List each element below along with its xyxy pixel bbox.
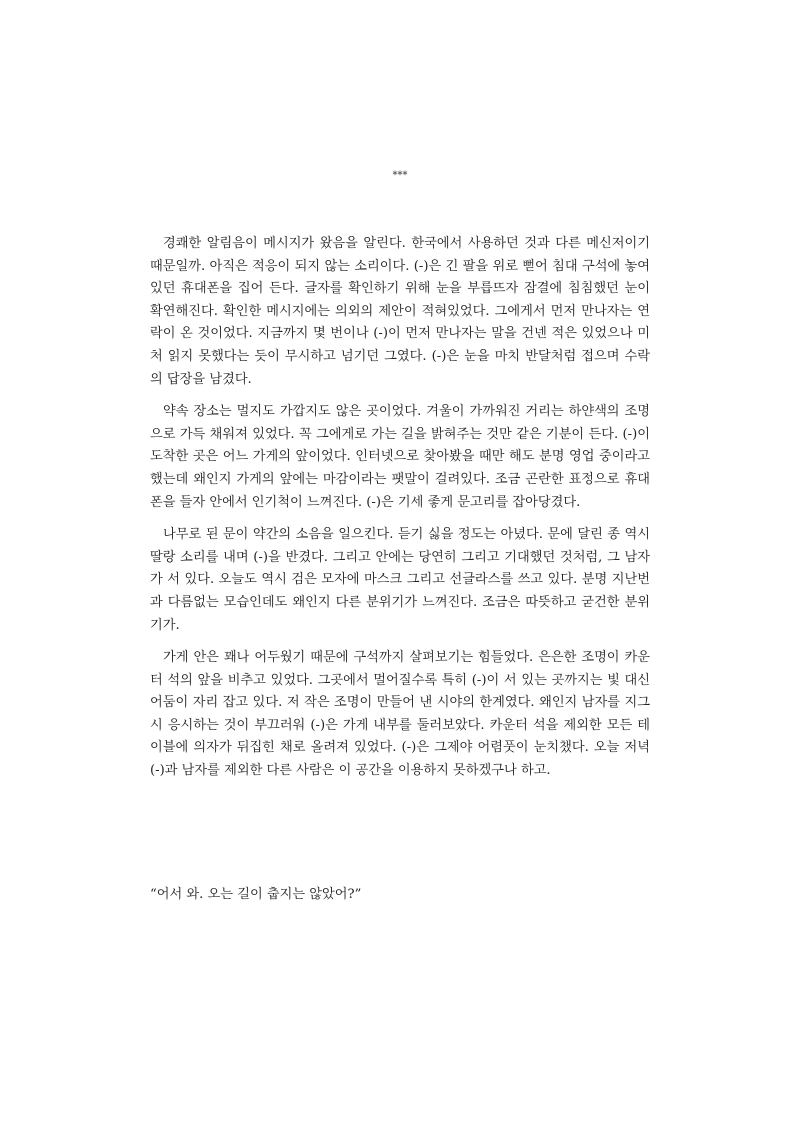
dialogue-line: “어서 와. 오는 길이 춥지는 않았어?” <box>150 887 362 902</box>
section-divider: *** <box>392 170 408 181</box>
paragraph: 경쾌한 알림음이 메시지가 왔음을 알린다. 한국에서 사용하던 것과 다른 메신저이기 때문일까. 아직은 적응이 되지 않는 소리이다. (-)은 긴 팔을 위로 뻗어 침대 구석에 놓여있던 휴대폰을 집어 든다. 글자를 확인하기 위해 눈을 부릅뜨자 잠결에 침침했던 눈이 확연해진다. 확인한 메시지에는 의외의 제안이 적혀있었다. 그에게서 먼저 만나자는 연락이 온 것이었다. 지금까지 몇 번이나 (-)이 먼저 만나자는 말을 건넨 적은 있었으나 미처 읽지 못했다는 듯이 무시하고 넘기던 그였다. (-)은 눈을 마치 반달처럼 접으며 수락의 답장을 남겼다. <box>150 236 650 387</box>
paragraph: 가게 안은 꽤나 어두웠기 때문에 구석까지 살펴보기는 힘들었다. 은은한 조명이 카운터 석의 앞을 비추고 있었다. 그곳에서 멀어질수록 특히 (-)이 서 있는 곳까지는 빛 대신 어둠이 자리 잡고 있다. 저 작은 조명이 만들어 낸 시야의 한계였다. 왜인지 남자를 지그시 응시하는 것이 부끄러워 (-)은 가게 내부를 둘러보았다. 카운터 석을 제외한 모든 테이블에 의자가 뒤집힌 채로 올려져 있었다. (-)은 그제야 어렴풋이 눈치챘다. 오늘 저녁 (-)과 남자를 제외한 다른 사람은 이 공간을 이용하지 못하겠구나 하고. <box>150 650 650 779</box>
paragraph: 나무로 된 문이 약간의 소음을 일으킨다. 듣기 싫을 정도는 아녔다. 문에 달린 종 역시 딸랑 소리를 내며 (-)을 반겼다. 그리고 안에는 당연히 그리고 기대했던 것처럼, 그 남자가 서 있다. 오늘도 역시 검은 모자에 마스크 그리고 선글라스를 쓰고 있다. 분명 지난번과 다름없는 모습인데도 왜인지 다른 분위기가 느껴진다. 조금은 따뜻하고 굳건한 분위기가. <box>150 527 650 633</box>
body-text <box>150 233 650 793</box>
paragraph: 약속 장소는 멀지도 가깝지도 않은 곳이었다. 겨울이 가까워진 거리는 하얀색의 조명으로 가득 채워져 있었다. 꼭 그에게로 가는 길을 밝혀주는 것만 같은 기분이 든다. (-)이 도착한 곳은 어느 가게의 앞이었다. 인터넷으로 찾아봤을 때만 해도 분명 영업 중이라고 했는데 왜인지 가게의 앞에는 마감이라는 팻말이 걸려있다. 조금 곤란한 표정으로 휴대폰을 들자 안에서 인기척이 느껴진다. (-)은 기세 좋게 문고리를 잡아당겼다. <box>150 404 650 510</box>
